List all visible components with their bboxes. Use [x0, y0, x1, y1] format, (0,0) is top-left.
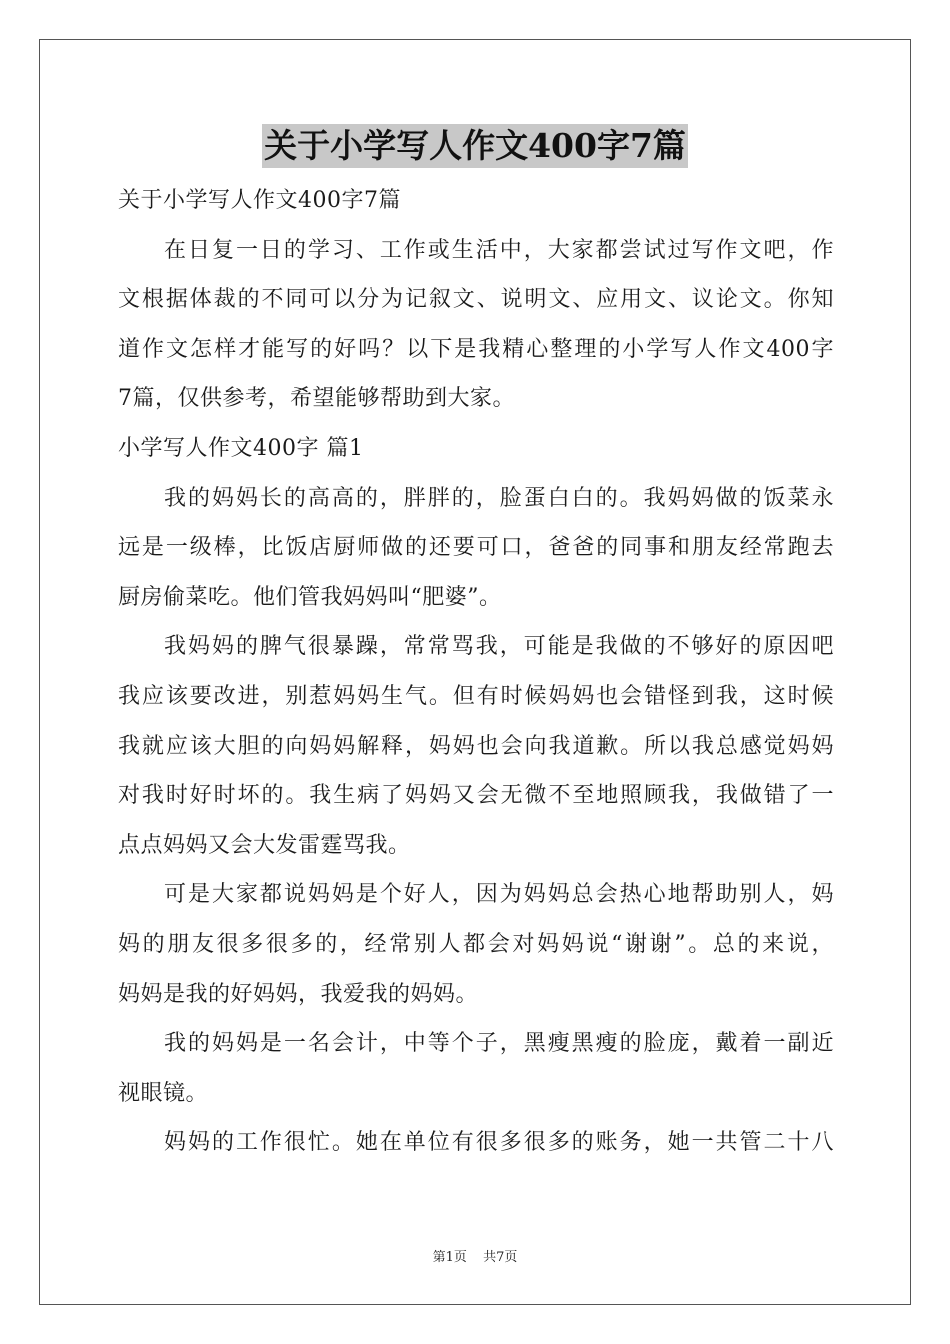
- text-line: 视眼镜。: [118, 1080, 209, 1106]
- text-line: 文根据体裁的不同可以分为记叙文、说明文、应用文、议论文。你知: [118, 287, 834, 313]
- text-line: 妈妈是我的好妈妈，我爱我的妈妈。: [118, 981, 479, 1007]
- text-line: 远是一级棒，比饭店厨师做的还要可口，爸爸的同事和朋友经常跑去: [118, 535, 834, 561]
- text-line: 我的妈妈长的高高的，胖胖的，脸蛋白白的。我妈妈做的饭菜永: [164, 485, 834, 511]
- text-line: 对我时好时坏的。我生病了妈妈又会无微不至地照顾我，我做错了一: [118, 783, 834, 809]
- text-line: 在日复一日的学习、工作或生活中，大家都尝试过写作文吧，作: [164, 237, 834, 263]
- page-footer: [0, 1246, 950, 1265]
- text-line: 点点妈妈又会大发雷霆骂我。: [118, 832, 411, 858]
- text-line: 我就应该大胆的向妈妈解释，妈妈也会向我道歉。所以我总感觉妈妈: [118, 733, 834, 759]
- text-line: 妈妈的工作很忙。她在单位有很多很多的账务，她一共管二十八: [164, 1130, 834, 1156]
- document-body: [118, 176, 834, 1168]
- page-total: 共7页: [483, 1250, 518, 1265]
- page-number: 第1页: [432, 1250, 467, 1265]
- text-line: 厨房偷菜吃。他们管我妈妈叫“肥婆”。: [118, 584, 502, 610]
- text-line: 我妈妈的脾气很暴躁，常常骂我，可能是我做的不够好的原因吧: [164, 634, 834, 660]
- text-line: 我应该要改进，别惹妈妈生气。但有时候妈妈也会错怪到我，这时候: [118, 683, 834, 709]
- text-line: 可是大家都说妈妈是个好人，因为妈妈总会热心地帮助别人，妈: [164, 882, 834, 908]
- text-line: 小学写人作文400字 篇1: [118, 435, 364, 461]
- text-line: 7篇，仅供参考，希望能够帮助到大家。: [118, 386, 515, 412]
- title-container: [0, 124, 950, 168]
- document-title: 关于小学写人作文400字7篇: [262, 124, 688, 168]
- text-line: 关于小学写人作文400字7篇: [118, 188, 401, 213]
- text-line: 我的妈妈是一名会计，中等个子，黑瘦黑瘦的脸庞，戴着一副近: [164, 1031, 834, 1057]
- text-line: 道作文怎样才能写的好吗？以下是我精心整理的小学写人作文400字: [118, 336, 834, 362]
- text-line: 妈的朋友很多很多的，经常别人都会对妈妈说“谢谢”。总的来说，: [118, 931, 834, 957]
